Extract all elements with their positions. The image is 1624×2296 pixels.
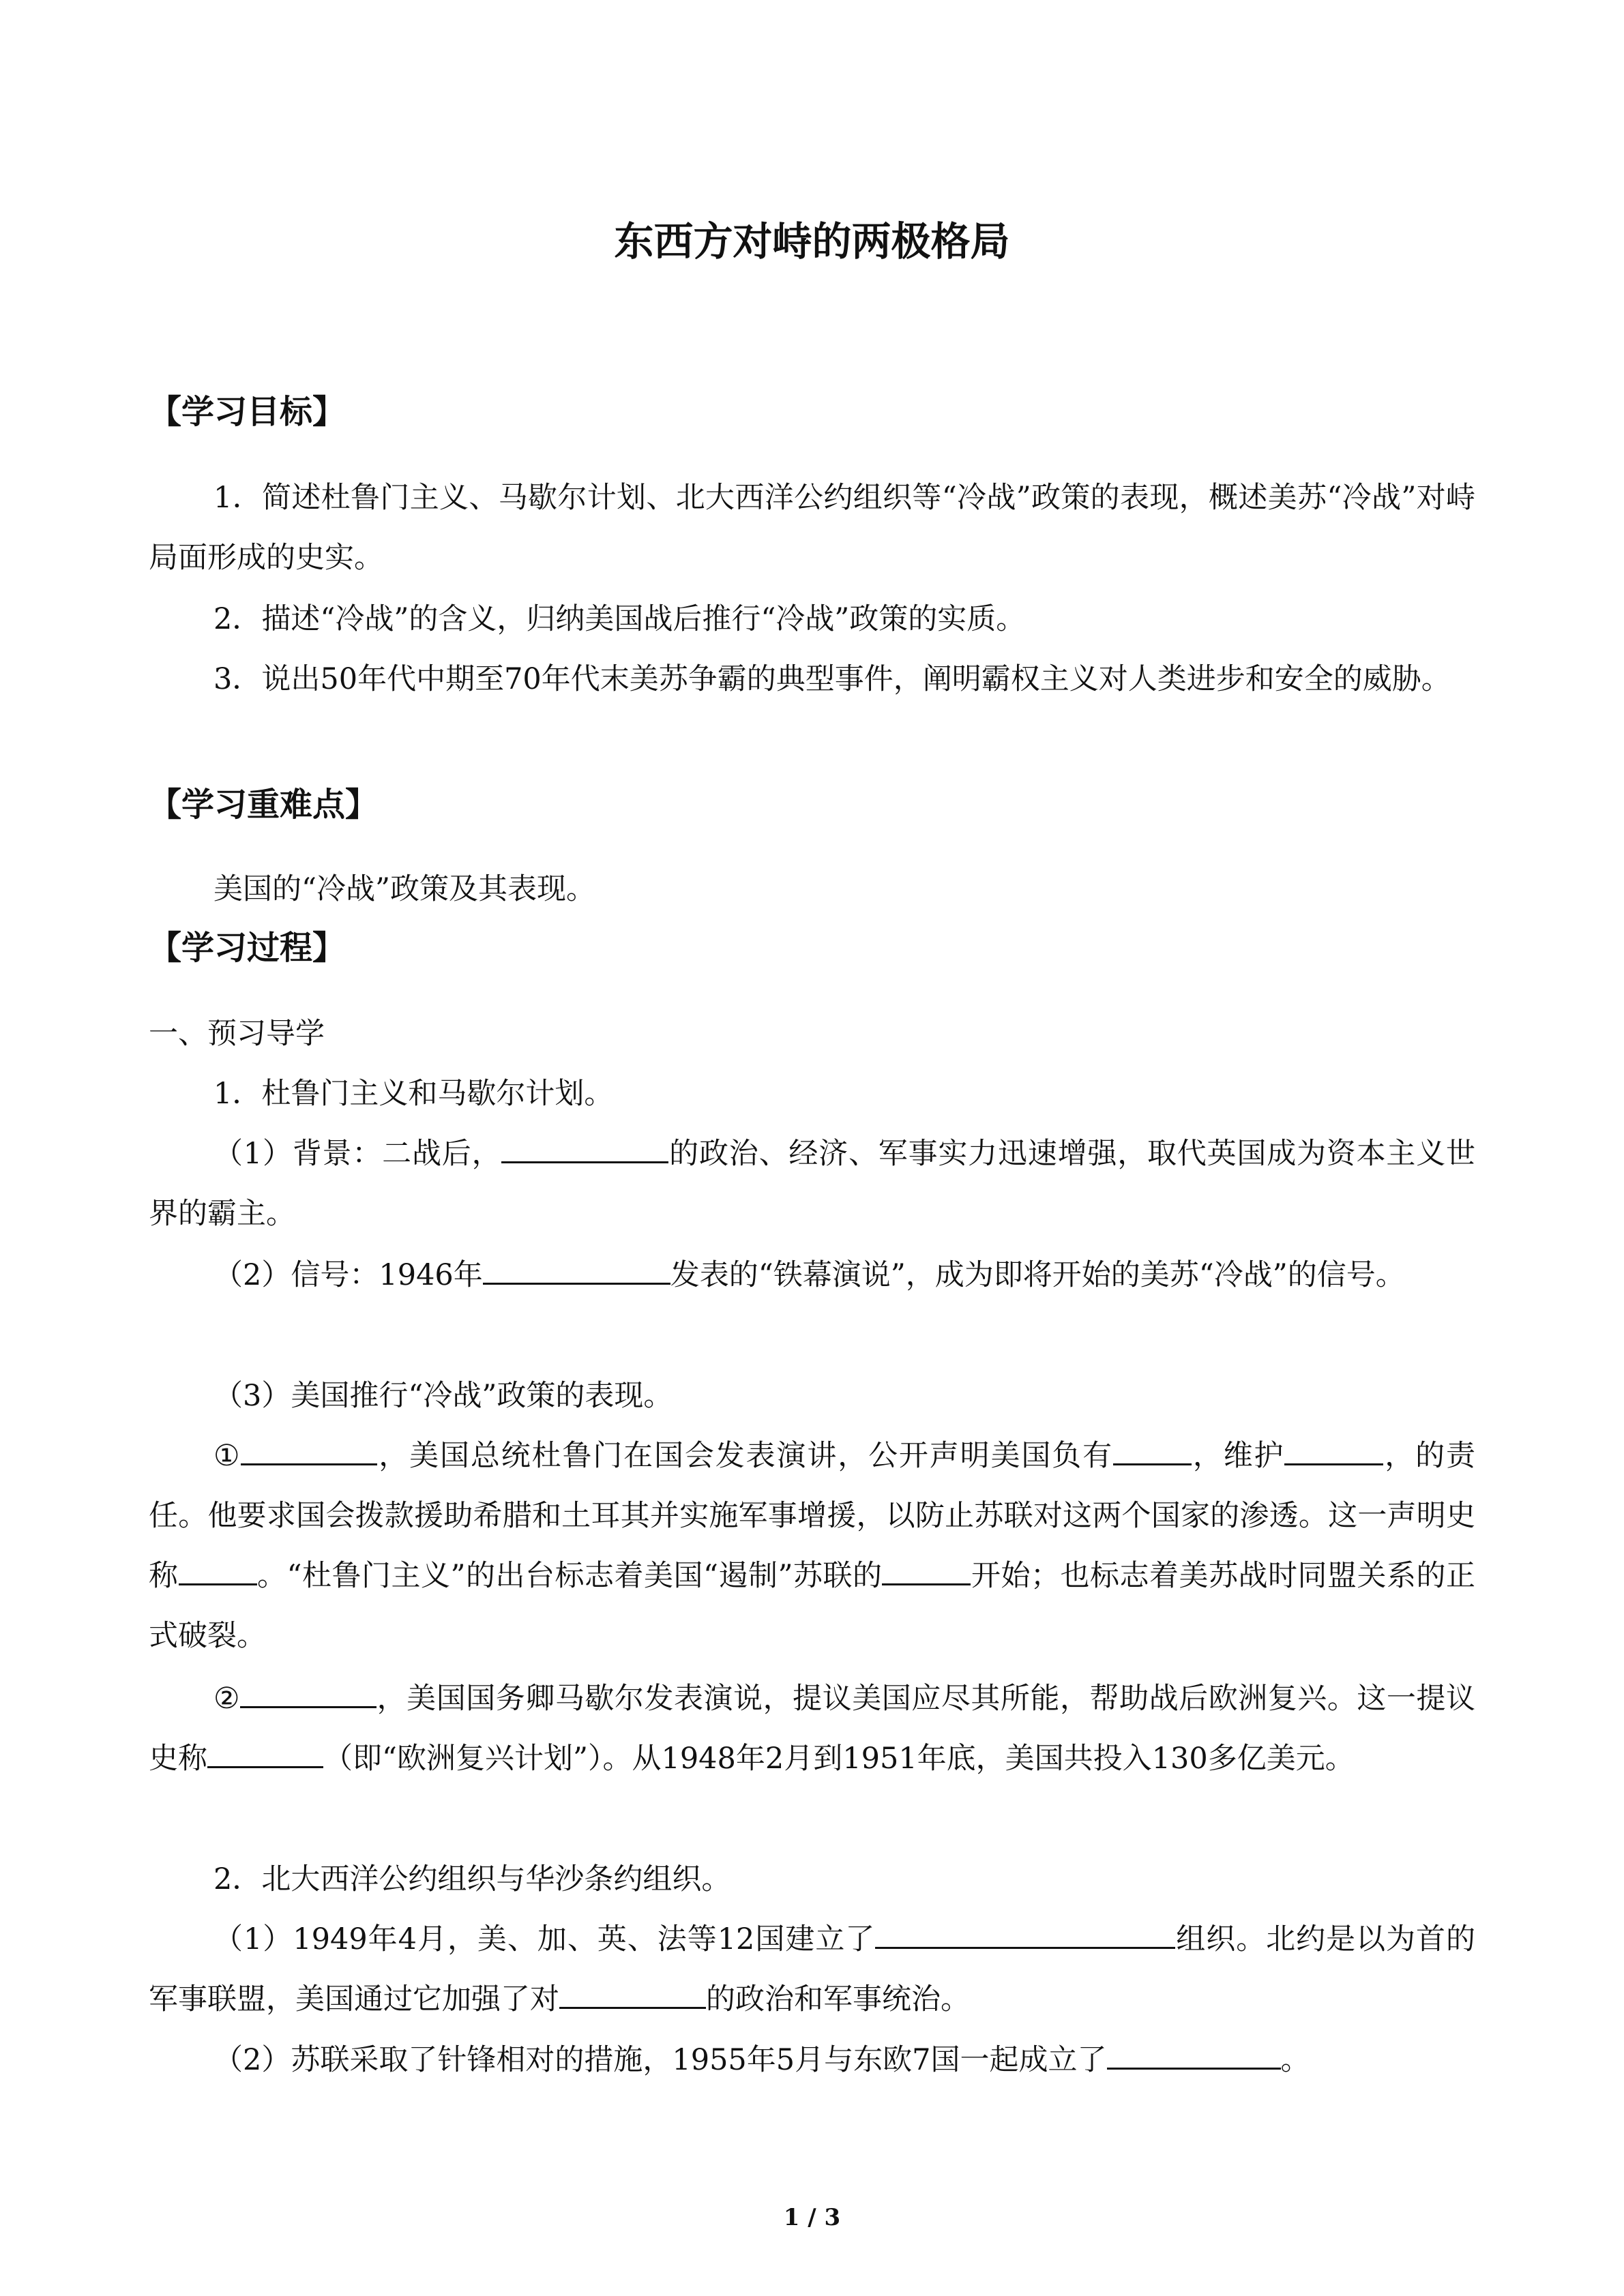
nato-text-c: 的政治和军事统治。 [706, 1982, 970, 2016]
truman-text-e: 。“杜鲁门主义”的出台标志着美国“遏制”苏联的 [256, 1559, 883, 1593]
truman-paragraph [149, 1426, 1475, 1666]
background-text-b: 的政治、经济、军事实力迅速增强，取代英国成为资本主义世界的霸主。 [149, 1137, 1476, 1231]
performance-title: （3）美国推行“冷战”政策的表现。 [213, 1379, 673, 1413]
background-text-a: （1）背景：二战后， [213, 1137, 502, 1171]
answer-blank[interactable] [1107, 2040, 1281, 2070]
truman-text-f: 开始；也标志着美苏战时同盟关系的正式破裂。 [149, 1559, 1476, 1653]
nato-text-b: 组织。北约是以为首的军事联盟，美国通过它加强了对 [149, 1922, 1475, 2016]
item-2-title: 2．北大西洋公约组织与华沙条约组织。 [213, 1862, 731, 1896]
answer-blank[interactable] [241, 1436, 377, 1465]
answer-blank[interactable] [483, 1255, 670, 1285]
nato-paragraph [149, 1909, 1475, 2029]
process-heading: 【学习过程】 [149, 929, 346, 967]
background-paragraph [149, 1124, 1475, 1244]
item-1-title: 1．杜鲁门主义和马歇尔计划。 [213, 1077, 614, 1111]
answer-blank[interactable] [875, 1920, 1175, 1949]
truman-text-d: ，的责任。他要求国会拨款援助希腊和土耳其并实施军事增援，以防止苏联对这两个国家的渗透。这一声明史称 [149, 1439, 1476, 1593]
signal-text-b: 发表的“铁幕演说”，成为即将开始的美苏“冷战”的信号。 [670, 1258, 1405, 1292]
warsaw-text-b: 。 [1280, 2043, 1310, 2077]
answer-blank[interactable] [1284, 1436, 1383, 1465]
answer-blank[interactable] [179, 1556, 257, 1585]
answer-blank[interactable] [882, 1556, 971, 1585]
answer-blank[interactable] [240, 1679, 377, 1708]
truman-text-b: ，美国总统杜鲁门在国会发表演讲，公开声明美国负有 [377, 1439, 1113, 1473]
marshall-text-b: ，美国国务卿马歇尔发表演说，提议美国应尽其所能，帮助战后欧洲复兴。这一提议史称 [149, 1682, 1475, 1776]
truman-text-c: ，维护 [1191, 1439, 1285, 1473]
part-one-label: 一、预习导学 [149, 1017, 325, 1051]
goals-heading: 【学习目标】 [149, 393, 346, 431]
answer-blank[interactable] [207, 1739, 323, 1768]
signal-text-a: （2）信号：1946年 [213, 1258, 483, 1292]
answer-blank[interactable] [1113, 1436, 1192, 1465]
warsaw-paragraph [149, 2030, 1475, 2090]
circled-number: ② [213, 1682, 241, 1716]
goal-item-3: 3．说出50年代中期至70年代末美苏争霸的典型事件，阐明霸权主义对人类进步和安全的威胁。 [213, 662, 1451, 696]
answer-blank[interactable] [559, 1980, 706, 2009]
warsaw-text-a: （2）苏联采取了针锋相对的措施，1955年5月与东欧7国一起成立了 [213, 2043, 1107, 2077]
nato-text-a: （1）1949年4月，美、加、英、法等12国建立了 [213, 1922, 876, 1956]
answer-blank[interactable] [501, 1134, 668, 1163]
circled-number: ① [213, 1439, 241, 1473]
key-points-text: 美国的“冷战”政策及其表现。 [213, 872, 595, 906]
goal-item-1: 1．简述杜鲁门主义、马歇尔计划、北大西洋公约组织等“冷战”政策的表现，概述美苏“冷战”对峙局面形成的史实。 [149, 481, 1475, 575]
marshall-paragraph [149, 1669, 1475, 1789]
signal-paragraph [149, 1245, 1475, 1305]
page-number: 1 / 3 [783, 2204, 841, 2231]
key-points-heading: 【学习重难点】 [149, 786, 379, 824]
page-title: 东西方对峙的两极格局 [614, 218, 1010, 265]
goal-item-2: 2．描述“冷战”的含义，归纳美国战后推行“冷战”政策的实质。 [213, 602, 1026, 636]
marshall-text-c: （即“欧洲复兴计划”）。从1948年2月到1951年底，美国共投入130多亿美元。 [323, 1742, 1355, 1776]
